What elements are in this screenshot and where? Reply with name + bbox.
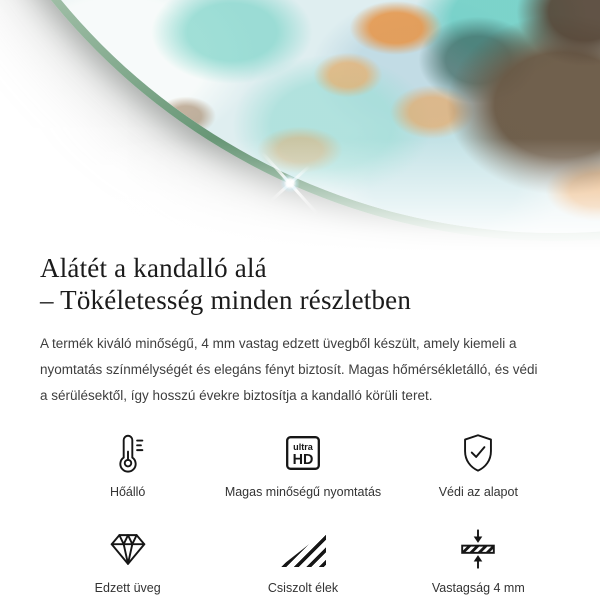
thickness-arrows-icon xyxy=(455,525,501,573)
feature-label: Hőálló xyxy=(109,485,146,499)
ultra-hd-icon xyxy=(280,429,326,477)
page-title-line1: Alátét a kandalló alá xyxy=(40,253,267,283)
polished-edges-icon xyxy=(280,525,326,573)
feature-grid xyxy=(40,429,566,595)
diamond-icon xyxy=(105,525,151,573)
svg-text:ultra: ultra xyxy=(293,442,313,453)
feature-label: Edzett üveg xyxy=(94,581,161,595)
feature-tempered-glass xyxy=(95,525,161,595)
thermometer-icon xyxy=(105,429,151,477)
product-description: A termék kiváló minőségű, 4 mm vastag edzett üvegből készült, amely kiemeli a nyomtatás színmélységét és elegáns fényt biztosít. Magas hőmérsékletálló, és védi a sérülésektől, így hosszú évekre biztosítja a kandalló körüli teret. xyxy=(40,336,538,403)
page-title-line2: – Tökéletesség minden részletben xyxy=(40,285,412,315)
feature-polished-edges xyxy=(268,525,338,595)
hero-fade-overlay xyxy=(0,0,600,252)
feature-label: Vastagság 4 mm xyxy=(431,581,525,595)
feature-heat-resistant xyxy=(105,429,151,499)
feature-thickness xyxy=(432,525,525,595)
product-info-section xyxy=(0,252,600,595)
svg-text:HD: HD xyxy=(292,452,314,469)
feature-base-protection xyxy=(439,429,518,499)
feature-print-quality xyxy=(225,429,381,499)
feature-label: Csiszolt élek xyxy=(267,581,339,595)
shield-check-icon xyxy=(455,429,501,477)
product-hero-image xyxy=(0,0,600,252)
feature-label: Magas minőségű nyomtatás xyxy=(224,485,382,499)
page-title xyxy=(40,252,566,316)
feature-label: Védi az alapot xyxy=(438,485,518,499)
